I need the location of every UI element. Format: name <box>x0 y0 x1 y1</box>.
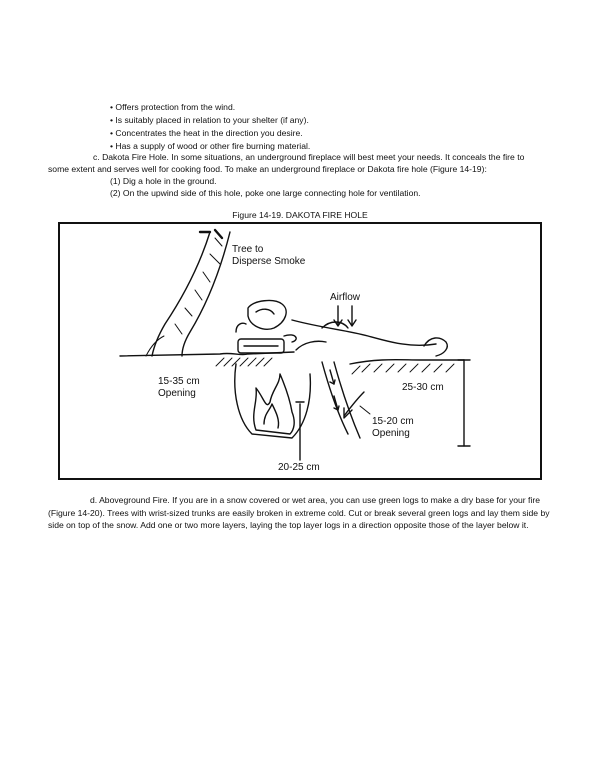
vent-tunnel <box>322 362 360 438</box>
width-label: 20-25 cm <box>278 462 320 473</box>
section-c-line1 <box>93 152 524 163</box>
fire-pit-outline <box>235 364 311 438</box>
section-c-line2: some extent and serves well for cooking food. To make an underground fireplace or Dakota fire hole (Figure 14-19): <box>48 164 487 174</box>
dakota-fire-hole-figure <box>58 222 542 480</box>
figure-caption: Figure 14-19. DAKOTA FIRE HOLE <box>232 210 368 220</box>
tree-drawing <box>146 230 230 356</box>
airflow-arrows <box>334 306 356 326</box>
bullet-shelter: • Is suitably placed in relation to your shelter (if any). <box>110 115 309 125</box>
section-c-line1-rest: In some situations, an underground fireplace will best meet your needs. It conceals the fire to <box>168 152 525 162</box>
section-d-lead: d. Aboveground Fire. <box>90 495 170 505</box>
step-2: (2) On the upwind side of this hole, poke one large connecting hole for ventilation. <box>110 188 421 198</box>
opening-side-label-line2: Opening <box>372 428 410 439</box>
opening-side-label-line1: 15-20 cm <box>372 416 414 427</box>
depth-label: 25-30 cm <box>402 382 444 393</box>
airflow-label: Airflow <box>330 292 361 303</box>
step-1: (1) Dig a hole in the ground. <box>110 176 217 186</box>
vent-logs <box>292 320 447 356</box>
cooking-pot-drawing <box>236 301 296 353</box>
depth-dimension <box>458 360 470 446</box>
bullet-fuel: • Has a supply of wood or other fire burning material. <box>110 141 311 151</box>
section-d-text: If you are in a snow covered or wet area, you can use green logs to make a dry base for your fire (Figure 14-20). Trees with wrist-sized trunks are easily broken in extreme cold. Cut or break several green logs and lay them side by side on top of the snow. Add one or two more layers, laying the top layer logs in a direction opposite those of the layer below it. <box>48 495 550 530</box>
bullet-heat: • Concentrates the heat in the direction you desire. <box>110 128 303 138</box>
section-d-paragraph <box>48 494 552 532</box>
bullet-wind: • Offers protection from the wind. <box>110 102 236 112</box>
tree-label-line2: Disperse Smoke <box>232 256 306 267</box>
section-c-lead: c. Dakota Fire Hole. <box>93 152 169 162</box>
flames-drawing <box>254 374 294 434</box>
opening-top-label-line2: Opening <box>158 388 196 399</box>
ground-right <box>350 360 464 364</box>
tree-label-line1: Tree to <box>232 244 264 255</box>
opening-top-label-line1: 15-35 cm <box>158 376 200 387</box>
